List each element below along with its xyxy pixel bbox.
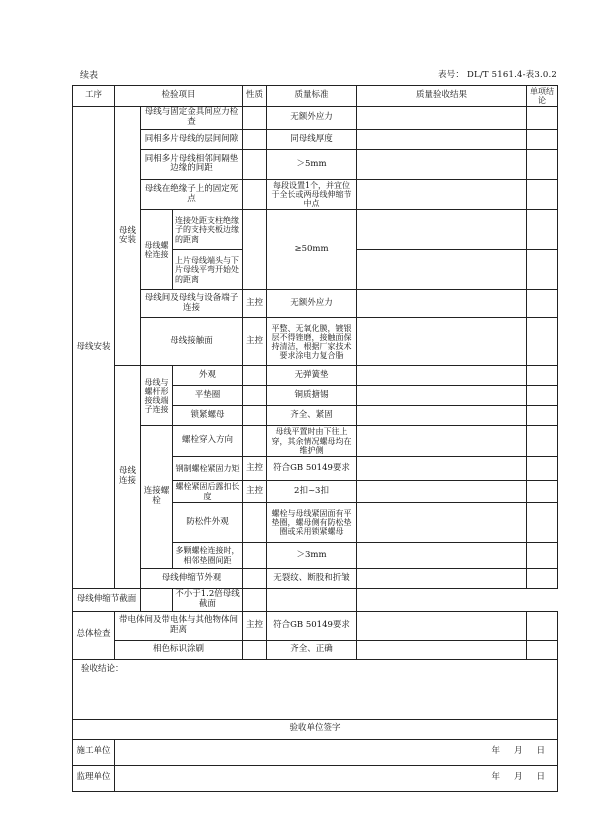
standard-cell: 每段设置1个，并宜位于全长或两母线伸缩节中点 <box>267 179 357 210</box>
standard-cell: ≥50mm <box>267 210 357 290</box>
standard-cell: 无裂纹、断股和折皱 <box>267 569 357 589</box>
standard-cell: 螺栓与母线紧固面有平垫圈，螺母侧有防松垫圈或采用锁紧螺母 <box>267 503 357 543</box>
item-cell: 外观 <box>173 366 243 386</box>
conclusion-cell[interactable] <box>527 457 558 481</box>
nature-cell: 主控 <box>243 457 267 481</box>
result-cell[interactable] <box>357 179 527 210</box>
group-busbar-mount: 母线安装 <box>115 107 141 366</box>
result-cell[interactable] <box>357 457 527 481</box>
result-cell[interactable] <box>357 569 527 589</box>
construction-label: 施工单位 <box>73 739 115 765</box>
conclusion-cell[interactable] <box>527 640 558 659</box>
date-month: 月 <box>513 772 523 783</box>
conclusion-cell[interactable] <box>527 107 558 130</box>
result-cell[interactable] <box>357 640 527 659</box>
table-row <box>73 366 558 386</box>
col-conclusion: 单项结论 <box>527 86 558 107</box>
conclusion-cell[interactable] <box>527 290 558 318</box>
conclusion-cell[interactable] <box>527 318 558 366</box>
nature-cell <box>243 107 267 130</box>
standard-cell: 无额外应力 <box>267 107 357 130</box>
group-conn-bolt: 连接螺栓 <box>141 426 173 569</box>
result-cell[interactable] <box>357 290 527 318</box>
date-month: 月 <box>513 746 523 757</box>
col-nature: 性质 <box>243 86 267 107</box>
item-cell: 相色标识涂刷 <box>115 640 243 659</box>
nature-cell <box>243 640 267 659</box>
nature-cell: 主控 <box>243 290 267 318</box>
nature-cell: 主控 <box>243 318 267 366</box>
result-cell[interactable] <box>357 386 527 406</box>
result-cell[interactable] <box>357 543 527 569</box>
conclusion-cell[interactable] <box>527 481 558 503</box>
item-cell: 连接处距支柱绝缘子的支持夹板边缘的距离 <box>173 210 243 250</box>
item-cell: 母线间及母线与设备端子连接 <box>141 290 243 318</box>
conclusion-cell[interactable] <box>527 366 558 386</box>
standard-cell: 无弹簧垫 <box>267 366 357 386</box>
supervision-label: 监理单位 <box>73 765 115 791</box>
table-row <box>73 318 558 366</box>
table-row <box>73 569 558 589</box>
table-row <box>73 426 558 457</box>
table-row <box>73 589 558 612</box>
nature-cell <box>243 569 267 589</box>
conclusion-row <box>73 659 558 719</box>
item-cell: 上片母线端头与下片母线平弯开始处的距离 <box>173 250 243 290</box>
nature-cell <box>243 149 267 179</box>
result-cell[interactable] <box>357 318 527 366</box>
form-number: 表号： DL/T 5161.4-表3.0.2 <box>437 70 557 80</box>
date-day: 日 <box>536 746 546 757</box>
result-cell[interactable] <box>243 589 267 612</box>
conclusion-cell[interactable] <box>527 426 558 457</box>
header-row <box>73 86 558 107</box>
standard-cell: 平整、无氧化膜，镀银层不得锉磨，接触面保持清洁，根据厂家技术要求涂电力复合脂 <box>267 318 357 366</box>
table-row <box>73 129 558 149</box>
standard-cell: 2扣~3扣 <box>267 481 357 503</box>
nature-cell <box>243 386 267 406</box>
conclusion-cell[interactable] <box>527 569 558 589</box>
construction-signature[interactable] <box>115 739 558 765</box>
result-cell[interactable] <box>357 406 527 426</box>
conclusion-cell[interactable] <box>527 129 558 149</box>
item-cell: 锁紧螺母 <box>173 406 243 426</box>
standard-cell: ＞5mm <box>267 149 357 179</box>
sign-title: 验收单位签字 <box>73 719 558 739</box>
table-row <box>73 290 558 318</box>
item-cell: 母线与固定金具间应力检查 <box>141 107 243 130</box>
item-cell: 同相多片母线相邻间隔垫边缘的间距 <box>141 149 243 179</box>
nature-cell: 主控 <box>243 611 267 640</box>
conclusion-cell[interactable] <box>527 611 558 640</box>
conclusion-cell[interactable] <box>527 543 558 569</box>
standard-cell: 母线平置时由下往上穿，其余情况螺母均在维护侧 <box>267 426 357 457</box>
item-cell: 带电体间及带电体与其他物体间距离 <box>115 611 243 640</box>
standard-cell: 齐全、紧固 <box>267 406 357 426</box>
conclusion-cell[interactable] <box>527 386 558 406</box>
date-year: 年 <box>491 772 500 783</box>
result-cell[interactable] <box>357 129 527 149</box>
result-cell[interactable] <box>357 611 527 640</box>
table-row <box>73 107 558 130</box>
standard-cell: 符合GB 50149要求 <box>267 457 357 481</box>
construction-row <box>73 739 558 765</box>
col-item: 检验项目 <box>115 86 243 107</box>
col-process: 工序 <box>73 86 115 107</box>
nature-cell <box>243 129 267 149</box>
standard-cell: 符合GB 50149要求 <box>267 611 357 640</box>
item-cell: 多颗螺栓连接时，相邻垫圈间距 <box>173 543 243 569</box>
result-cell[interactable] <box>357 481 527 503</box>
standard-cell: 不小于1.2倍母线截面 <box>173 589 243 612</box>
nature-cell <box>141 589 173 612</box>
item-cell: 母线伸缩节截面 <box>73 589 141 612</box>
standard-cell: 无额外应力 <box>267 290 357 318</box>
conclusion-label[interactable]: 验收结论： <box>73 659 558 719</box>
supervision-row <box>73 765 558 791</box>
sign-title-row <box>73 719 558 739</box>
nature-cell <box>243 543 267 569</box>
result-cell[interactable] <box>357 503 527 543</box>
result-cell[interactable] <box>357 210 527 250</box>
group-overall: 总体检查 <box>73 611 115 659</box>
conclusion-cell[interactable] <box>267 589 357 612</box>
item-cell: 钢制螺栓紧固力矩 <box>173 457 243 481</box>
standard-cell: ＞3mm <box>267 543 357 569</box>
nature-cell <box>243 406 267 426</box>
group-busbar-install: 母线安装 <box>73 107 115 589</box>
nature-cell: 主控 <box>243 481 267 503</box>
table-row <box>73 179 558 210</box>
conclusion-cell[interactable] <box>527 149 558 179</box>
conclusion-cell[interactable] <box>527 406 558 426</box>
group-bolt-terminal: 母线与螺杆形接线端子连接 <box>141 366 173 426</box>
conclusion-cell[interactable] <box>527 179 558 210</box>
date-day: 日 <box>536 772 546 783</box>
item-cell: 防松件外观 <box>173 503 243 543</box>
standard-cell: 齐全、正确 <box>267 640 357 659</box>
col-result: 质量验收结果 <box>357 86 527 107</box>
table-row <box>73 149 558 179</box>
item-cell: 平垫圈 <box>173 386 243 406</box>
result-cell[interactable] <box>357 107 527 130</box>
nature-cell <box>243 426 267 457</box>
table-row <box>73 640 558 659</box>
item-cell: 母线伸缩节外观 <box>141 569 243 589</box>
result-cell[interactable] <box>357 149 527 179</box>
nature-cell <box>243 179 267 210</box>
group-busbar-conn: 母线连接 <box>115 366 141 589</box>
item-cell: 螺栓紧固后露扣长度 <box>173 481 243 503</box>
result-cell[interactable] <box>357 426 527 457</box>
table-row <box>73 611 558 640</box>
item-cell: 同相多片母线的层间间隙 <box>141 129 243 149</box>
result-cell[interactable] <box>357 250 527 290</box>
standard-cell: 同母线厚度 <box>267 129 357 149</box>
group-bolt-joint: 母线螺栓连接 <box>141 210 173 290</box>
nature-cell <box>243 503 267 543</box>
date-year: 年 <box>491 746 500 757</box>
table-row <box>73 210 558 250</box>
conclusion-cell[interactable] <box>527 210 558 250</box>
item-cell: 母线接触面 <box>141 318 243 366</box>
item-cell: 母线在绝缘子上的固定死点 <box>141 179 243 210</box>
nature-cell <box>243 210 267 290</box>
result-cell[interactable] <box>357 366 527 386</box>
col-standard: 质量标准 <box>267 86 357 107</box>
conclusion-cell[interactable] <box>527 250 558 290</box>
conclusion-cell[interactable] <box>527 503 558 543</box>
supervision-signature[interactable] <box>115 765 558 791</box>
standard-cell: 铜质搪锡 <box>267 386 357 406</box>
item-cell: 螺栓穿入方向 <box>173 426 243 457</box>
nature-cell <box>243 366 267 386</box>
continued-label: 续表 <box>80 71 99 81</box>
inspection-table <box>72 85 558 792</box>
